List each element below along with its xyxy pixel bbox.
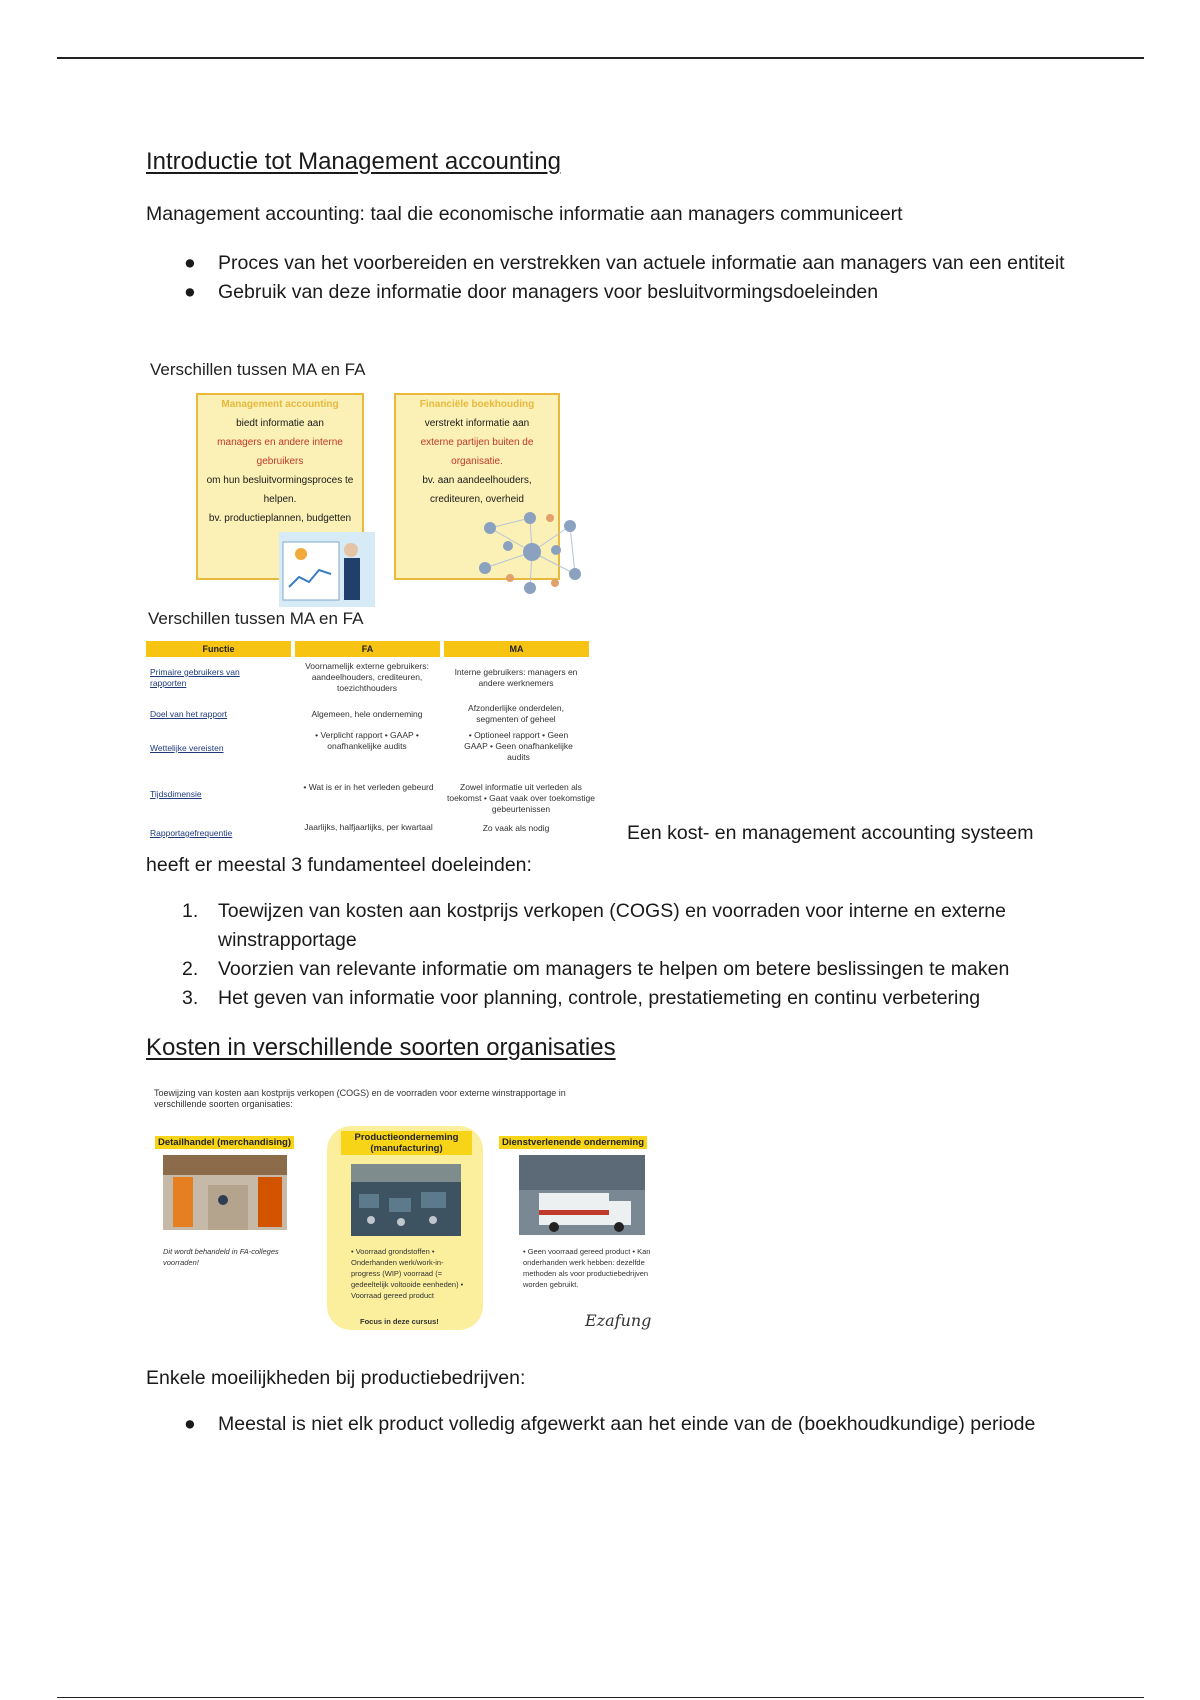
sentence-part2: heeft er meestal 3 fundamenteel doeleinden: [146,854,532,876]
delivery-photo [519,1155,645,1235]
list-item: 2. Voorzien van relevante informatie om managers te helpen om betere beslissingen te maken [182,958,1010,980]
sentence-part1: Een kost- en management accounting systeem [627,822,1034,844]
slide3-caption: Toewijzing van kosten aan kostprijs verkopen (COGS) en de voorraden voor externe winstrapportage in verschillende soorten organisaties: [154,1088,566,1109]
bullet-icon: ● [184,281,196,303]
store-photo [163,1155,287,1230]
table-cell: • Verplicht rapport • GAAP • onafhankelijke audits [315,730,419,751]
table-cell: Zo vaak als nodig [482,823,550,833]
network-illustration [470,508,595,596]
table-header: Functie [146,641,291,657]
heading-costs: Kosten in verschillende soorten organisaties [146,1034,616,1061]
table-row-label: Doel van het rapport [150,709,228,719]
table-header: MA [444,641,589,657]
list-item: 1. Toewijzen van kosten aan kostprijs verkopen (COGS) en voorraden voor interne en externe winstrapportage [182,900,1006,951]
merchandising-note: Dit wordt behandeld in FA-colleges voorraden! [163,1247,279,1267]
category-services: Dienstverlenende onderneming [499,1136,647,1149]
top-rule [57,57,1144,59]
table-header: FA [295,641,440,657]
erasmus-signature: Ezafung [585,1311,652,1330]
table-cell: Interne gebruikers: managers en andere werknemers [454,667,578,688]
category-manufacturing: Productieonderneming (manufacturing) [341,1131,472,1155]
list-item: ● Meestal is niet elk product volledig afgewerkt aan het einde van de (boekhoudkundige) periode [146,1410,1106,1439]
bottom-rule [57,1697,1144,1698]
table-cell: Zowel informatie uit verleden als toekomst • Gaat vaak over toekomstige gebeurtenissen [446,782,595,814]
table-cell: • Wat is er in het verleden gebeurd [303,782,434,792]
focus-note: Focus in deze cursus! [360,1317,439,1326]
bullet-icon: ● [184,252,196,274]
intro-bullets [146,249,1086,307]
slide2-title: Verschillen tussen MA en FA [148,609,364,628]
table-row-label: Primaire gebruikers van rapporten [150,667,240,688]
table-row-label: Wettelijke vereisten [150,743,224,753]
definition-text: Management accounting: taal die economische informatie aan managers communiceert [146,203,903,225]
table-cell: Algemeen, hele onderneming [311,709,423,719]
list-item: 3. Het geven van informatie voor planning, controle, prestatiemeting en continu verbetering [182,987,981,1009]
table-row-label: Tijdsdimensie [150,789,202,799]
table-row-label: Rapportagefrequentie [150,828,233,838]
purposes-list [146,897,1086,1013]
bullet-icon: ● [184,1413,196,1435]
fa-box: Financiële boekhouding verstrekt informatie aan externe partijen buiten de organisatie. bv. aan aandeelhouders, crediteuren, overheid [394,393,560,580]
table-cell: Jaarlijks, halfjaarlijks, per kwartaal [304,822,433,832]
heading-intro: Introductie tot Management accounting [146,148,561,175]
table-cell: Afzonderlijke onderdelen, segmenten of geheel [468,703,564,724]
list-item: ● Gebruik van deze informatie door managers voor besluitvormingsdoeleinden [146,278,1086,307]
presenter-illustration [279,532,375,607]
factory-photo [351,1164,461,1236]
services-note: • Geen voorraad gereed product • Kan onderhanden werk hebben: dezelfde methoden als voor productiebedrijven worden gebruikt. [523,1247,651,1289]
difficulties-bullets [146,1410,1106,1439]
category-merchandising: Detailhandel (merchandising) [155,1136,294,1149]
manufacturing-note: • Voorraad grondstoffen • Onderhanden werk/work-in-progress (WIP) voorraad (= gedeeltelijk voltooide eenheden) • Voorraad gereed product [351,1247,464,1300]
table-cell: Voornamelijk externe gebruikers: aandeelhouders, crediteuren, toezichthouders [305,661,429,693]
slide1-title: Verschillen tussen MA en FA [150,360,366,379]
ma-box: Management accounting biedt informatie aan managers en andere interne gebruikers om hun besluitvormingsproces te helpen. bv. productieplannen, budgetten [196,393,364,580]
list-item: ● Proces van het voorbereiden en verstrekken van actuele informatie aan managers van een entiteit [146,249,1086,278]
difficulties-intro: Enkele moeilijkheden bij productiebedrijven: [146,1367,526,1389]
table-cell: • Optioneel rapport • Geen GAAP • Geen onafhankelijke audits [464,730,573,762]
